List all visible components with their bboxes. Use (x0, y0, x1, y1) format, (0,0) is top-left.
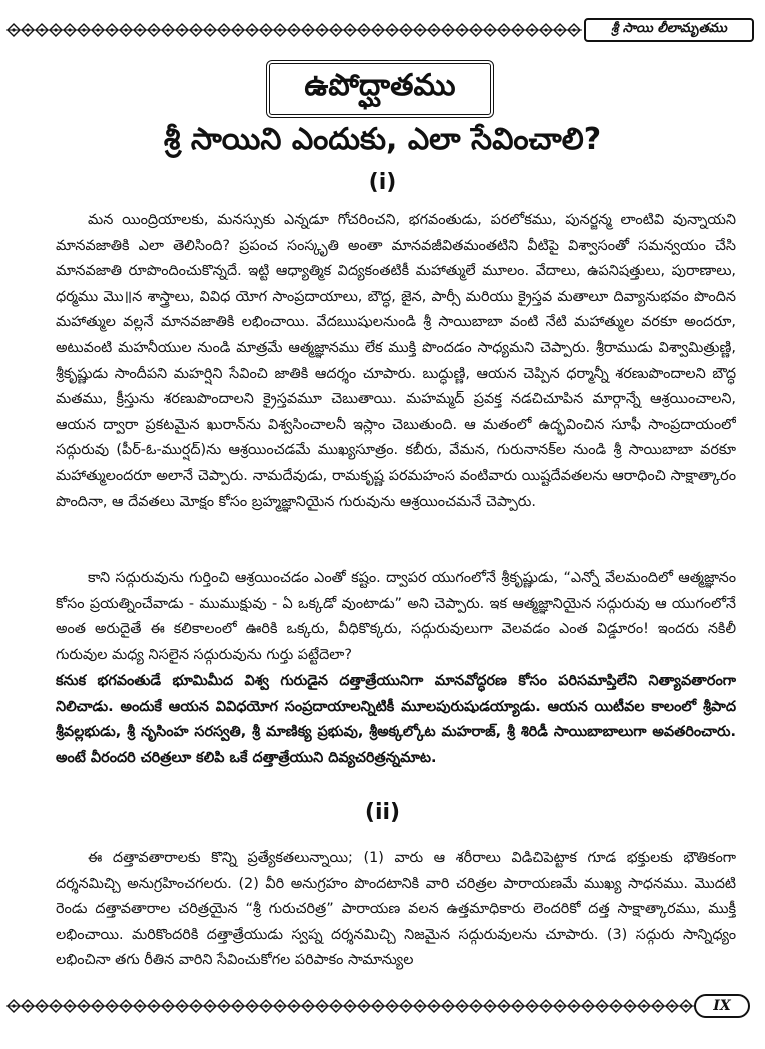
chain-dot (502, 28, 505, 31)
paragraph-text: కాని సద్గురువును గుర్తించి ఆశ్రయించడం ఎంతో కష్టం. ద్వాపర యుగంలోనే శ్రీకృష్ణుడు, “ఎన్నో వేలమందిలో ఆత్మజ్ఞానం కోసం ప్రయత్నించేవాడు - ముముక్షువు - ఏ ఒక్కడో వుంటాడు” అని చెప్పారు. ఇక ఆత్మజ్ఞానియైన సద్గురువు ఆ యుగంలోనే అంత అరుదైతే ఈ కలికాలంలో ఊరికి ఒక్కరు, వీధికొక్కరు, సద్గురువులుగా వెలవడం ఎంత విడ్డూరం! ఇందరు నకిలీ గురువుల మధ్య నిసలైన సద్గురువును గుర్తు పట్టేదెలా? (56, 570, 736, 663)
chain-dot (362, 1004, 365, 1007)
chain-dot (572, 28, 575, 31)
chain-dot (40, 1004, 43, 1007)
chain-dot (390, 1004, 393, 1007)
chain-ornament-top (6, 22, 582, 38)
chain-dot (348, 28, 351, 31)
chain-dot (194, 1004, 197, 1007)
chain-dot (446, 28, 449, 31)
paragraph (56, 208, 736, 566)
chain-dot (334, 28, 337, 31)
chain-dot (474, 1004, 477, 1007)
chain-dot (54, 28, 57, 31)
chain-dot (124, 1004, 127, 1007)
chain-dot (670, 1004, 673, 1007)
chain-dot (320, 1004, 323, 1007)
bottom-decorative-border (6, 998, 694, 1014)
chain-dot (292, 1004, 295, 1007)
chain-dot (418, 1004, 421, 1007)
chain-dot (236, 1004, 239, 1007)
chain-dot (404, 1004, 407, 1007)
chain-dot (586, 1004, 589, 1007)
chain-dot (306, 1004, 309, 1007)
paragraph (56, 566, 736, 669)
chain-dot (68, 28, 71, 31)
chain-dot (110, 28, 113, 31)
chain-dot (614, 1004, 617, 1007)
chain-dot (68, 1004, 71, 1007)
chain-dot (278, 1004, 281, 1007)
chain-dot (110, 1004, 113, 1007)
chain-dot (208, 1004, 211, 1007)
chain-dot (180, 28, 183, 31)
chain-dot (488, 1004, 491, 1007)
chain-dot (292, 28, 295, 31)
chain-dot (138, 1004, 141, 1007)
chain-dot (572, 1004, 575, 1007)
chain-dot (138, 28, 141, 31)
chain-dot (166, 28, 169, 31)
chain-dot (446, 1004, 449, 1007)
chain-dot (222, 1004, 225, 1007)
chain-dot (558, 1004, 561, 1007)
chain-dot (418, 28, 421, 31)
paragraph-text: కనుక భగవంతుడే భూమిమీద విశ్వ గురుడైన దత్తాత్రేయునిగా మానవోద్ధరణ కోసం పరిసమాప్తిలేని నిత్యావతారంగా నిలిచాడు. అందుకే ఆయన వివిధయోగ సంప్రదాయాలన్నిటికీ మూలపురుషుడయ్యాడు. ఆయన యిటీవల కాలంలో శ్రీపాద శ్రీవల్లభుడు, శ్రీ నృసింహ సరస్వతి, శ్రీ మాణిక్య ప్రభువు, శ్రీఅక్కల్కోట మహరాజ్, శ్రీ శిరిడీ సాయిబాబాలుగా అవతరించారు. అంటే వీరందరి చరిత్రలూ కలిపి ఒకే దత్తాత్రేయుని దివ్యచరిత్రన్నమాట. (56, 673, 736, 766)
running-header-title: శ్రీ సాయి లీలామృతము (584, 18, 754, 42)
chain-dot (474, 28, 477, 31)
chain-dot (26, 1004, 29, 1007)
chain-dot (488, 28, 491, 31)
chain-dot (40, 28, 43, 31)
chain-dot (404, 28, 407, 31)
chain-dot (124, 28, 127, 31)
section-title: ఉపోద్ఘాతము (266, 60, 494, 118)
chain-dot (334, 1004, 337, 1007)
chain-dot (376, 28, 379, 31)
chain-dot (278, 28, 281, 31)
chain-dot (544, 28, 547, 31)
chain-dot (432, 28, 435, 31)
chain-dot (348, 1004, 351, 1007)
chain-dot (26, 28, 29, 31)
chain-dot (96, 1004, 99, 1007)
paragraph (56, 846, 736, 982)
chain-dot (250, 1004, 253, 1007)
chain-dot (502, 1004, 505, 1007)
chain-dot (250, 28, 253, 31)
chain-dot (684, 1004, 687, 1007)
chain-dot (180, 1004, 183, 1007)
chain-dot (530, 1004, 533, 1007)
chain-dot (306, 28, 309, 31)
chain-dot (166, 1004, 169, 1007)
chain-dot (82, 1004, 85, 1007)
chain-dot (390, 28, 393, 31)
chain-dot (264, 28, 267, 31)
chain-dot (362, 28, 365, 31)
chain-dot (194, 28, 197, 31)
chain-dot (460, 28, 463, 31)
chain-dot (432, 1004, 435, 1007)
chain-ornament-bottom (6, 998, 694, 1014)
chain-dot (96, 28, 99, 31)
chain-dot (376, 1004, 379, 1007)
chain-dot (516, 1004, 519, 1007)
chain-dot (222, 28, 225, 31)
chain-dot (600, 1004, 603, 1007)
chain-dot (54, 1004, 57, 1007)
chain-dot (656, 1004, 659, 1007)
page-number: IX (694, 994, 750, 1018)
chain-dot (152, 1004, 155, 1007)
paragraph-text: మన యింద్రియాలకు, మనస్సుకు ఎన్నడూ గోచరించని, భగవంతుడు, పరలోకము, పునర్జన్మ లాంటివి వున్నాయని మానవజాతికి ఎలా తెలిసింది? ప్రపంచ సంస్కృతి అంతా మానవజీవితమంతటిని వీటిపై విశ్వాసంతో సమన్వయం చేసి మానవజాతి రూపొందించుకొన్నదే. ఇట్టి ఆధ్యాత్మిక విద్యకంతటికీ మహాత్ములే మూలం. వేదాలు, ఉపనిషత్తులు, పురాణాలు, ధర్మము మొ॥న శాస్త్రాలు, వివిధ యోగ సాంప్రదాయాలు, బౌద్ధ, జైన, పార్సీ మరియు క్రైస్తవ మతాలూ దివ్యానుభవం పొందిన మహాత్ముల వల్లనే మానవజాతికి లభించాయి. వేదఋషులనుండి శ్రీ సాయిబాబా వంటి నేటి మహాత్ముల వరకూ అందరూ, అటువంటి మహనీయుల నుండి మాత్రమే ఆత్మజ్ఞానము లేక ముక్తి పొందడం సాధ్యమని చెప్పారు. శ్రీరాముడు విశ్వామిత్రుణ్ణి, శ్రీకృష్ణుడు సాందీపని మహర్షిని సేవించి జాతికి ఆదర్శం చూపారు. బుద్ధుణ్ణి, ఆయన చెప్పిన ధర్మాన్నీ శరణుపొందాలని బౌద్ధ మతము, క్రీస్తును శరణుపొందాలని క్రైస్తవమూ చెబుతాయి. మహమ్మద్ ప్రవక్త నడచిచూపిన మార్గాన్నే ఆశ్రయించాలని, ఆయన ద్వారా ప్రకటమైన ఖురాన్‌ను విశ్వసించాలనీ ఇస్లాం చెబుతుంది. ఆ మతంలో ఉద్భవించిన సూఫీ సాంప్రదాయంలో సద్గురువు (పీర్-ఓ-ముర్షద్)ను ఆశ్రయించడమే ముఖ్యసూత్రం. కబీరు, వేమన, గురునానక్‌ల నుండి శ్రీ సాయిబాబా వరకూ మహాత్ములందరూ అలానే చెప్పారు. నామదేవుడు, రామకృష్ణ పరమహంస వంటివారు యిష్టదేవతలను ఆరాధించి సాక్షాత్కారం పొందినా, ఆ దేవతలు మోక్షం కోసం బ్రహ్మజ్ఞానియైన గురువును ఆశ్రయించమనే చెప్పారు. (56, 212, 736, 510)
main-heading: శ్రీ సాయిని ఎందుకు, ఎలా సేవించాలి? (163, 122, 602, 157)
paragraph-bold (56, 669, 736, 805)
chain-dot (460, 1004, 463, 1007)
chain-dot (558, 28, 561, 31)
chain-dot (628, 1004, 631, 1007)
chain-dot (12, 28, 15, 31)
chain-dot (530, 28, 533, 31)
chain-dot (82, 28, 85, 31)
chain-dot (208, 28, 211, 31)
chain-dot (152, 28, 155, 31)
chain-dot (642, 1004, 645, 1007)
chain-dot (236, 28, 239, 31)
top-decorative-border (6, 22, 582, 38)
chain-dot (264, 1004, 267, 1007)
subsection-marker-ii: (ii) (364, 800, 401, 825)
paragraph-text: ఈ దత్తావతారాలకు కొన్ని ప్రత్యేకతలున్నాయి; (1) వారు ఆ శరీరాలు విడిచిపెట్టాక గూడ భక్తులకు భౌతికంగా దర్శనమిచ్చి అనుగ్రహించగలరు. (2) వీరి అనుగ్రహం పొందటానికి వారి చరిత్రల పారాయణమే ముఖ్య సాధనము. మొదటి రెండు దత్తావతారాల చరిత్రయైన “శ్రీ గురుచరిత్ర” పారాయణ వలన ఉత్తమాధికారు లెందరికో దత్త సాక్షాత్కారము, ముక్తీ లభించాయి. మరికొందరికి దత్తాత్రేయుడు స్వప్న దర్శనమిచ్చి నిజమైన సద్గురువులను చూపారు. (3) సద్గురు సాన్నిధ్యం లభించినా తగు రీతిన వారిని సేవించుకోగల పరిపాకం సామాన్యుల (56, 850, 736, 969)
chain-dot (12, 1004, 15, 1007)
subsection-marker-i: (i) (368, 170, 397, 195)
chain-dot (544, 1004, 547, 1007)
chain-dot (320, 28, 323, 31)
chain-dot (516, 28, 519, 31)
